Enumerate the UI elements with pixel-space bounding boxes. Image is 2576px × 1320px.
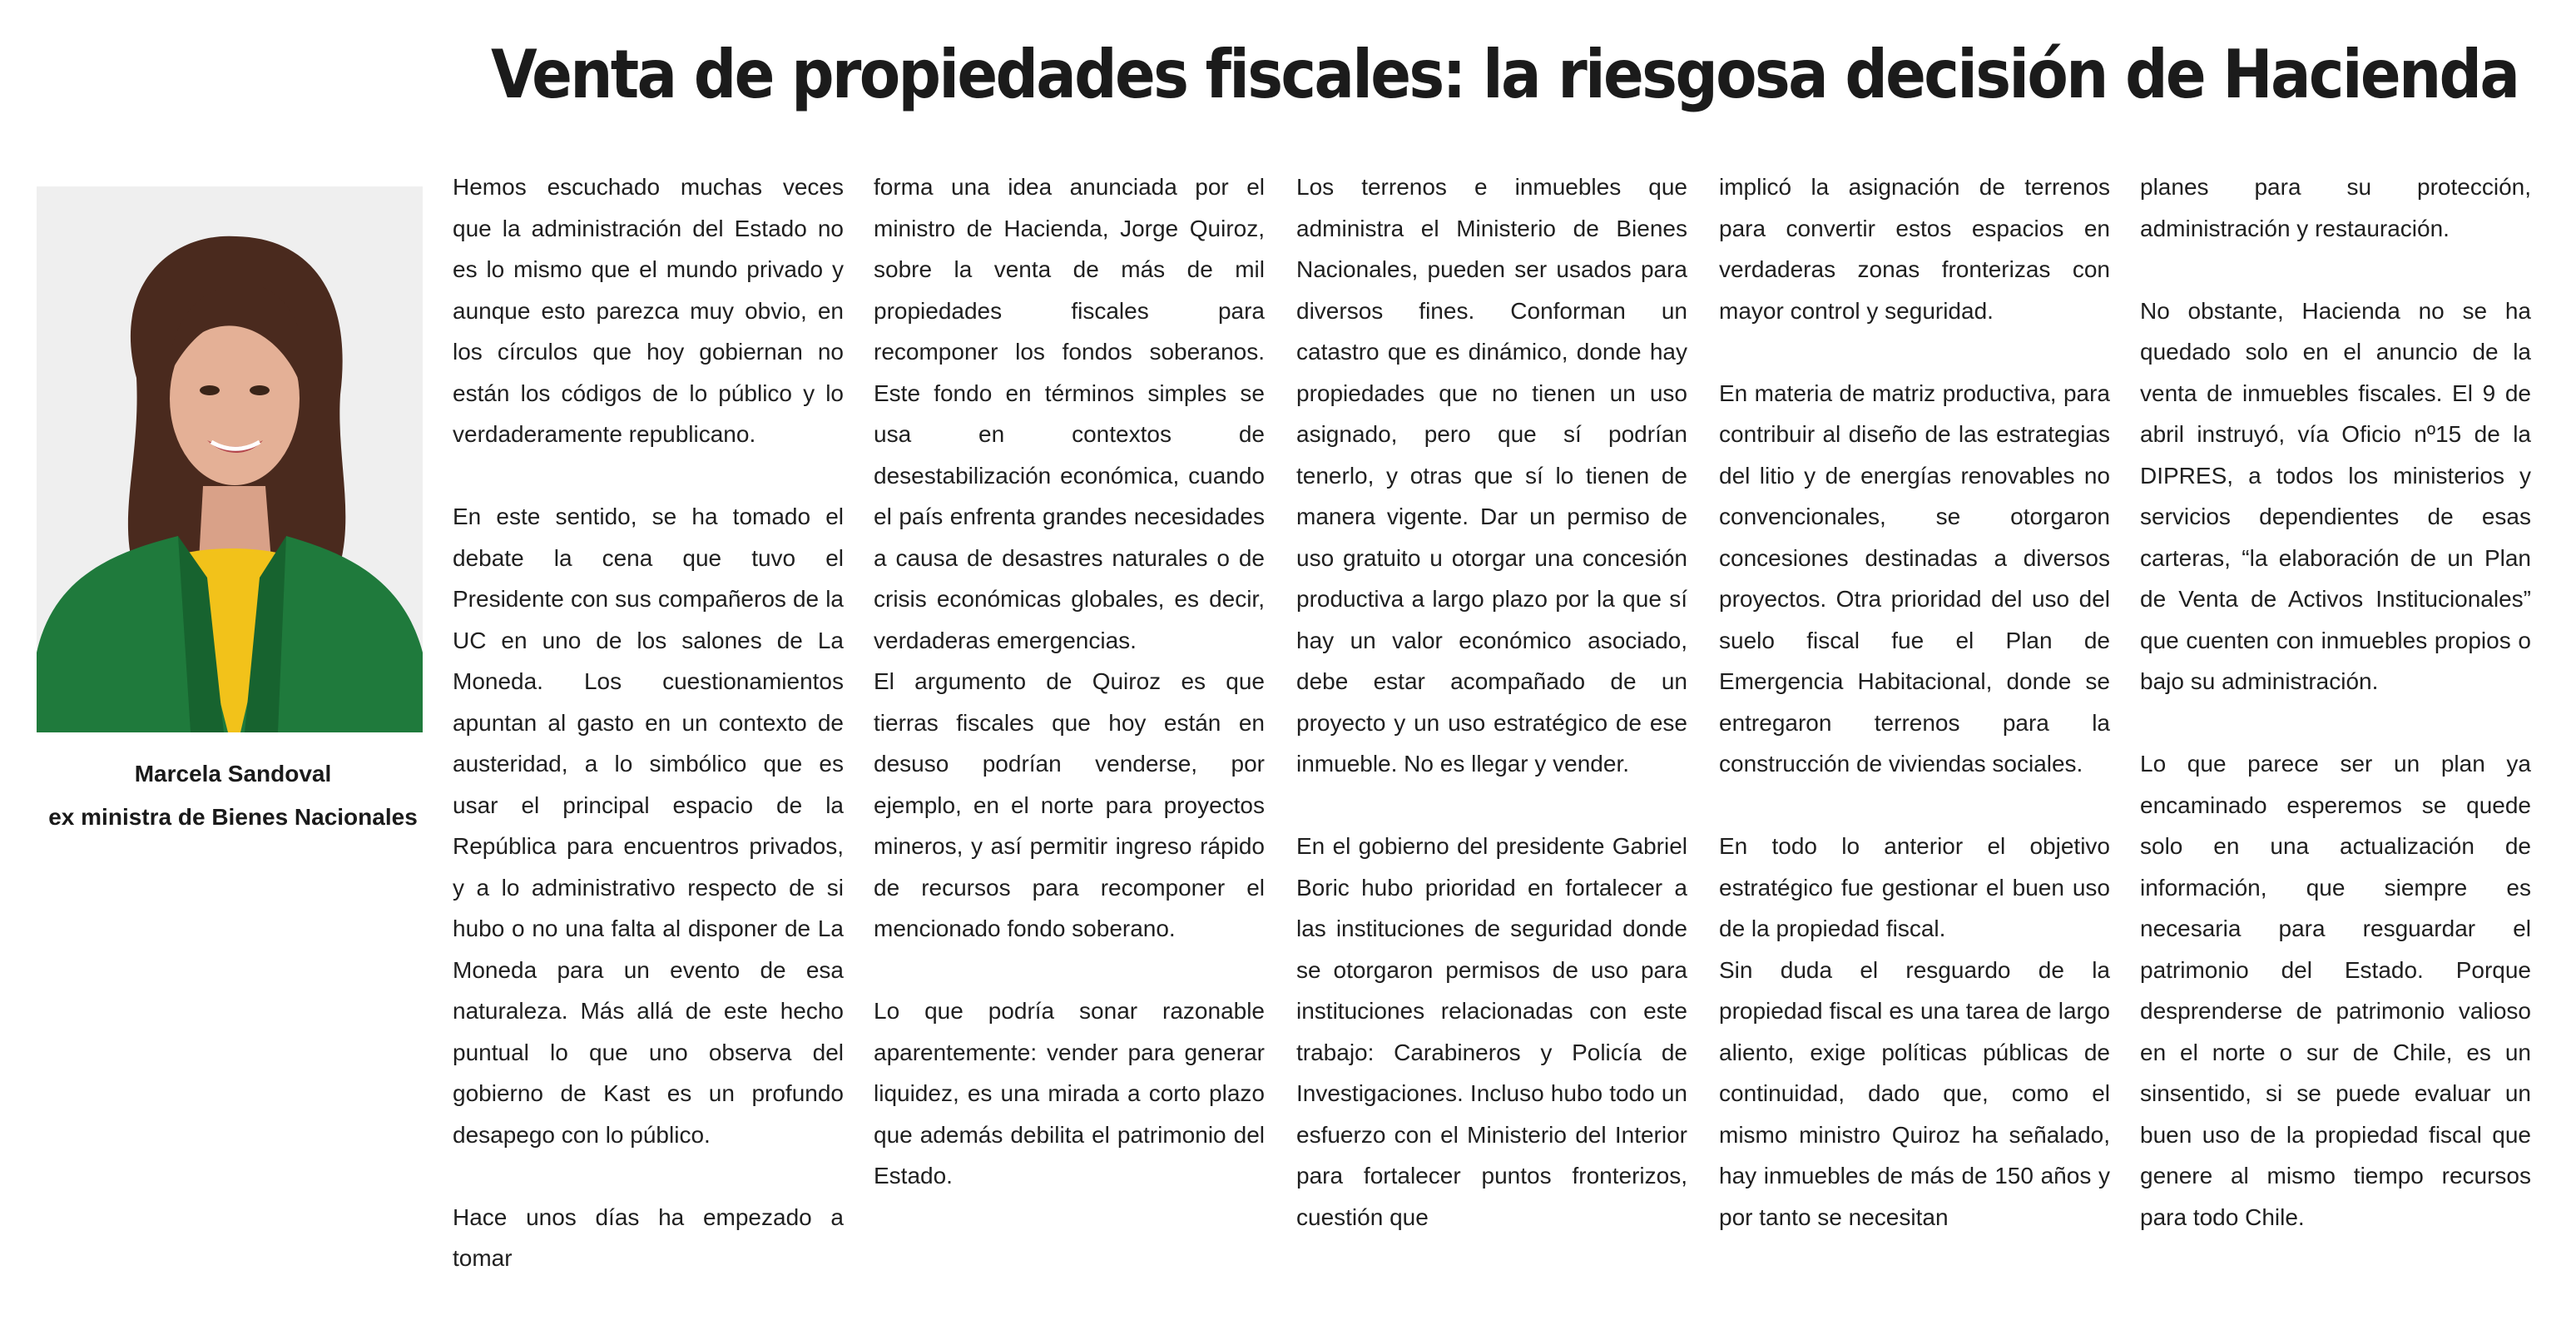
paragraph: En todo lo anterior el objetivo estratégico fue gestionar el buen uso de la propiedad fiscal. bbox=[1719, 833, 2110, 941]
paragraph: No obstante, Hacienda no se ha quedado solo en el anuncio de la venta de inmuebles fiscales. El 9 de abril instruyó, vía Oficio nº15 de la DIPRES, a todos los ministerios y servicios dependientes de esas carteras, “la elaboración de un Plan de Venta de Activos Institucionales” que cuenten con inmuebles propios o bajo su administración. bbox=[2140, 297, 2531, 694]
author-portrait-image bbox=[37, 186, 423, 732]
paragraph: Hace unos días ha empezado a tomar bbox=[453, 1203, 844, 1271]
author-caption bbox=[25, 752, 441, 839]
paragraph: planes para su protección, administración y restauración. bbox=[2140, 174, 2531, 241]
paragraph: forma una idea anunciada por el ministro de Hacienda, Jorge Quiroz, sobre la venta de más de mil propiedades fiscales para recomponer los fondos soberanos. Este fondo en términos simples se usa en contextos de desestabilización económica, cuando el país enfrenta grandes necesidades a causa de desastres naturales o de crisis económicas globales, es decir, verdaderas emergencias. bbox=[874, 174, 1265, 653]
text-column-5 bbox=[2140, 166, 2531, 1279]
paragraph: El argumento de Quiroz es que tierras fiscales que hoy están en desuso podrían venderse, por ejemplo, en el norte para proyectos mineros, y así permitir ingreso rápido de recursos para recomponer el mencionado fondo soberano. bbox=[874, 668, 1265, 941]
paragraph: Sin duda el resguardo de la propiedad fiscal es una tarea de largo aliento, exige políticas públicas de continuidad, dado que, como el mismo ministro Quiroz ha señalado, hay inmuebles de más de 150 años y por tanto se necesitan bbox=[1719, 956, 2110, 1230]
author-role: ex ministra de Bienes Nacionales bbox=[48, 804, 418, 830]
author-photo bbox=[37, 186, 423, 732]
paragraph: Los terrenos e inmuebles que administra el Ministerio de Bienes Nacionales, pueden ser usados para diversos fines. Conforman un catastro que es dinámico, donde hay propiedades que no tienen un uso asignado, pero que sí podrían tenerlo, y otras que sí lo tienen de manera vigente. Dar un permiso de uso gratuito u otorgar una concesión productiva a largo plazo por la que sí hay un valor económico asociado, debe estar acompañado de un proyecto y un uso estratégico de ese inmueble. No es llegar y vender. bbox=[1296, 174, 1687, 777]
text-column-3 bbox=[1296, 166, 1687, 1279]
text-column-4 bbox=[1719, 166, 2110, 1279]
paragraph: En el gobierno del presidente Gabriel Boric hubo prioridad en fortalecer a las instituciones de seguridad donde se otorgaron permisos de uso para instituciones relacionadas con este trabajo: Carabineros y Policía de Investigaciones. Incluso hubo todo un esfuerzo con el Ministerio del Interior para fortalecer puntos fronterizos, cuestión que bbox=[1296, 833, 1687, 1230]
author-name: Marcela Sandoval bbox=[134, 761, 332, 787]
paragraph: En este sentido, se ha tomado el debate la cena que tuvo el Presidente con sus compañeros de la UC en uno de los salones de La Moneda. Los cuestionamientos apuntan al gasto en un contexto de austeridad, a lo simbólico que es usar el principal espacio de la República para encuentros privados, y a lo administrativo respecto de si hubo o no una falta al disponer de La Moneda para un evento de esa naturaleza. Más allá de este hecho puntual lo que uno observa del gobierno de Kast es un profundo desapego con lo público. bbox=[453, 504, 844, 1148]
paragraph: Hemos escuchado muchas veces que la administración del Estado no es lo mismo que el mundo privado y aunque esto parezca muy obvio, en los círculos que hoy gobiernan no están los códigos de lo público y lo verdaderamente republicano. bbox=[453, 174, 844, 447]
paragraph: implicó la asignación de terrenos para convertir estos espacios en verdaderas zonas fronterizas con mayor control y seguridad. bbox=[1719, 174, 2110, 324]
paragraph: Lo que podría sonar razonable aparentemente: vender para generar liquidez, es una mirada a corto plazo que además debilita el patrimonio del Estado. bbox=[874, 998, 1265, 1188]
text-column-2 bbox=[874, 166, 1265, 1238]
text-column-1 bbox=[453, 166, 844, 1320]
paragraph: Lo que parece ser un plan ya encaminado esperemos se quede solo en una actualización de información, que siempre es necesaria para resguardar el patrimonio del Estado. Porque desprenderse de patrimonio valioso en el norte o sur de Chile, es un sinsentido, si se puede evaluar un buen uso de la propiedad fiscal que genere al mismo tiempo recursos para todo Chile. bbox=[2140, 751, 2531, 1230]
paragraph: En materia de matriz productiva, para contribuir al diseño de las estrategias del litio y de energías renovables no convencionales, se otorgaron concesiones destinadas a diversos proyectos. Otra prioridad del uso del suelo fiscal fue el Plan de Emergencia Habitacional, donde se entregaron terrenos para la construcción de viviendas sociales. bbox=[1719, 380, 2110, 777]
article-title: Venta de propiedades fiscales: la riesgosa decisión de Hacienda bbox=[491, 36, 2519, 113]
